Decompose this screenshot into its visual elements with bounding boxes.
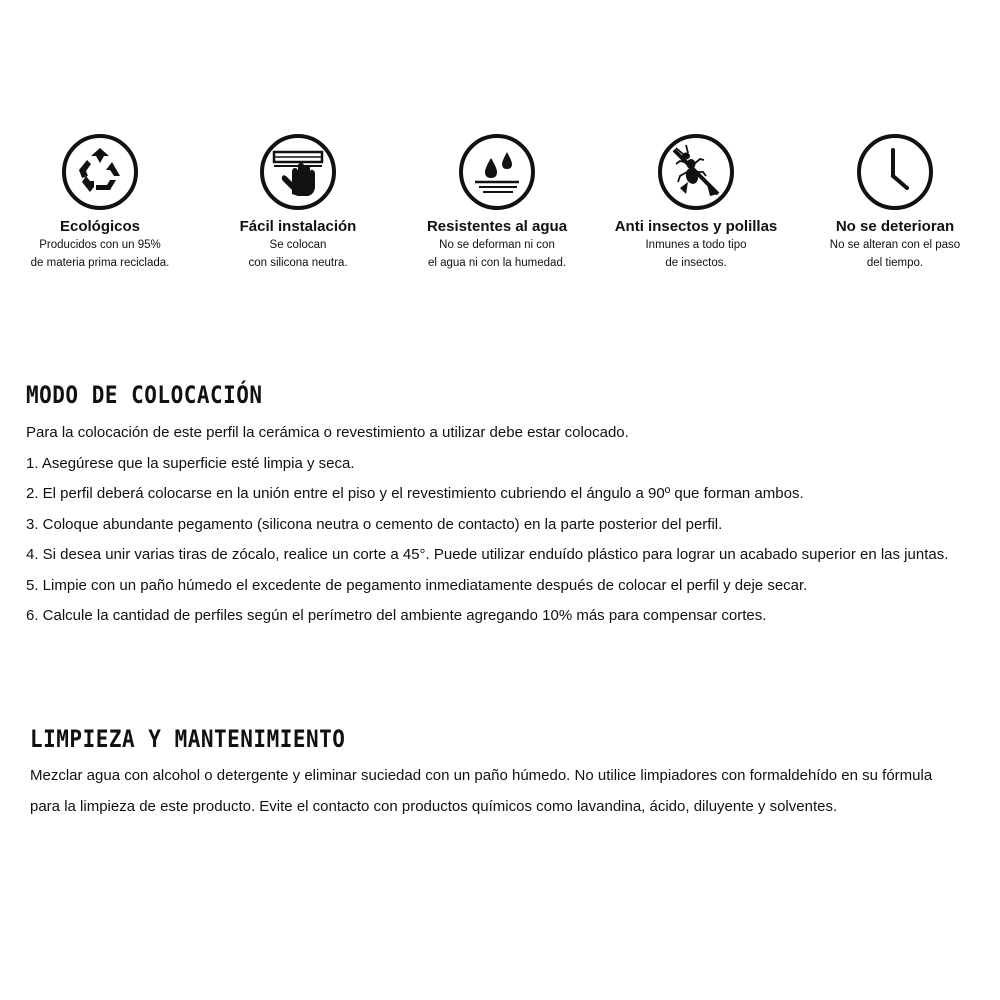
feature-description-line: Producidos con un 95% (39, 239, 161, 251)
clock-icon (855, 132, 935, 212)
colocacion-step: 6. Calcule la cantidad de perfiles según el perímetro del ambiente agregando 10% más para compensar cortes. (26, 607, 767, 624)
features-row (0, 132, 1000, 282)
feature-description-line: del tiempo. (866, 257, 924, 269)
feature-title: Anti insectos y polillas (614, 218, 778, 235)
no-insects-icon (656, 132, 736, 212)
feature-no-se-deterioran (795, 132, 995, 272)
water-drops-icon (457, 132, 537, 212)
limpieza-title: LIMPIEZA Y MANTENIMIENTO (30, 725, 346, 753)
recycle-icon (60, 132, 140, 212)
feature-description-line: de insectos. (665, 257, 727, 269)
colocacion-title: MODO DE COLOCACIÓN (26, 381, 263, 409)
feature-title: Resistentes al agua (426, 218, 568, 235)
feature-description-line: No se alteran con el paso (829, 239, 961, 251)
feature-description-line: No se deforman ni con (439, 239, 555, 251)
colocacion-step: 1. Asegúrese que la superficie esté limpia y seca. (26, 454, 355, 472)
feature-anti-insectos (596, 132, 796, 272)
hand-install-icon (258, 132, 338, 212)
feature-title: No se deterioran (835, 218, 955, 235)
limpieza-text (30, 760, 932, 822)
feature-title: Ecológicos (59, 218, 141, 235)
limpieza-line: para la limpieza de este producto. Evite el contacto con productos químicos como lavandina, ácido, diluyente y solventes. (30, 798, 838, 815)
feature-description-line: con silicona neutra. (248, 257, 348, 269)
limpieza-line: Mezclar agua con alcohol o detergente y eliminar suciedad con un paño húmedo. No utilice limpiadores con formaldehído en su fórmula (30, 767, 933, 784)
colocacion-step: 2. El perfil deberá colocarse en la unión entre el piso y el revestimiento cubriendo el ángulo a 90º que forman ambos. (26, 485, 804, 502)
colocacion-step: 3. Coloque abundante pegamento (silicona neutra o cemento de contacto) en la parte posterior del perfil. (26, 515, 723, 533)
colocacion-step: 5. Limpie con un paño húmedo el excedente de pegamento inmediatamente después de colocar el perfil y deje secar. (26, 576, 808, 594)
colocacion-intro: Para la colocación de este perfil la cerámica o revestimiento a utilizar debe estar colocado. (26, 424, 629, 441)
feature-title: Fácil instalación (239, 218, 357, 235)
colocacion-text (26, 418, 948, 632)
feature-description-line: Se colocan (269, 239, 327, 251)
feature-facil-instalacion (198, 132, 398, 272)
colocacion-step: 4. Si desea unir varias tiras de zócalo, realice un corte a 45°. Puede utilizar enduído plástico para lograr un acabado superior en las juntas. (26, 546, 949, 563)
feature-resistentes-agua (397, 132, 597, 272)
feature-description-line: Inmunes a todo tipo (645, 239, 747, 251)
feature-description-line: de materia prima reciclada. (30, 257, 170, 269)
feature-ecologicos (0, 132, 200, 272)
feature-description-line: el agua ni con la humedad. (427, 257, 567, 269)
